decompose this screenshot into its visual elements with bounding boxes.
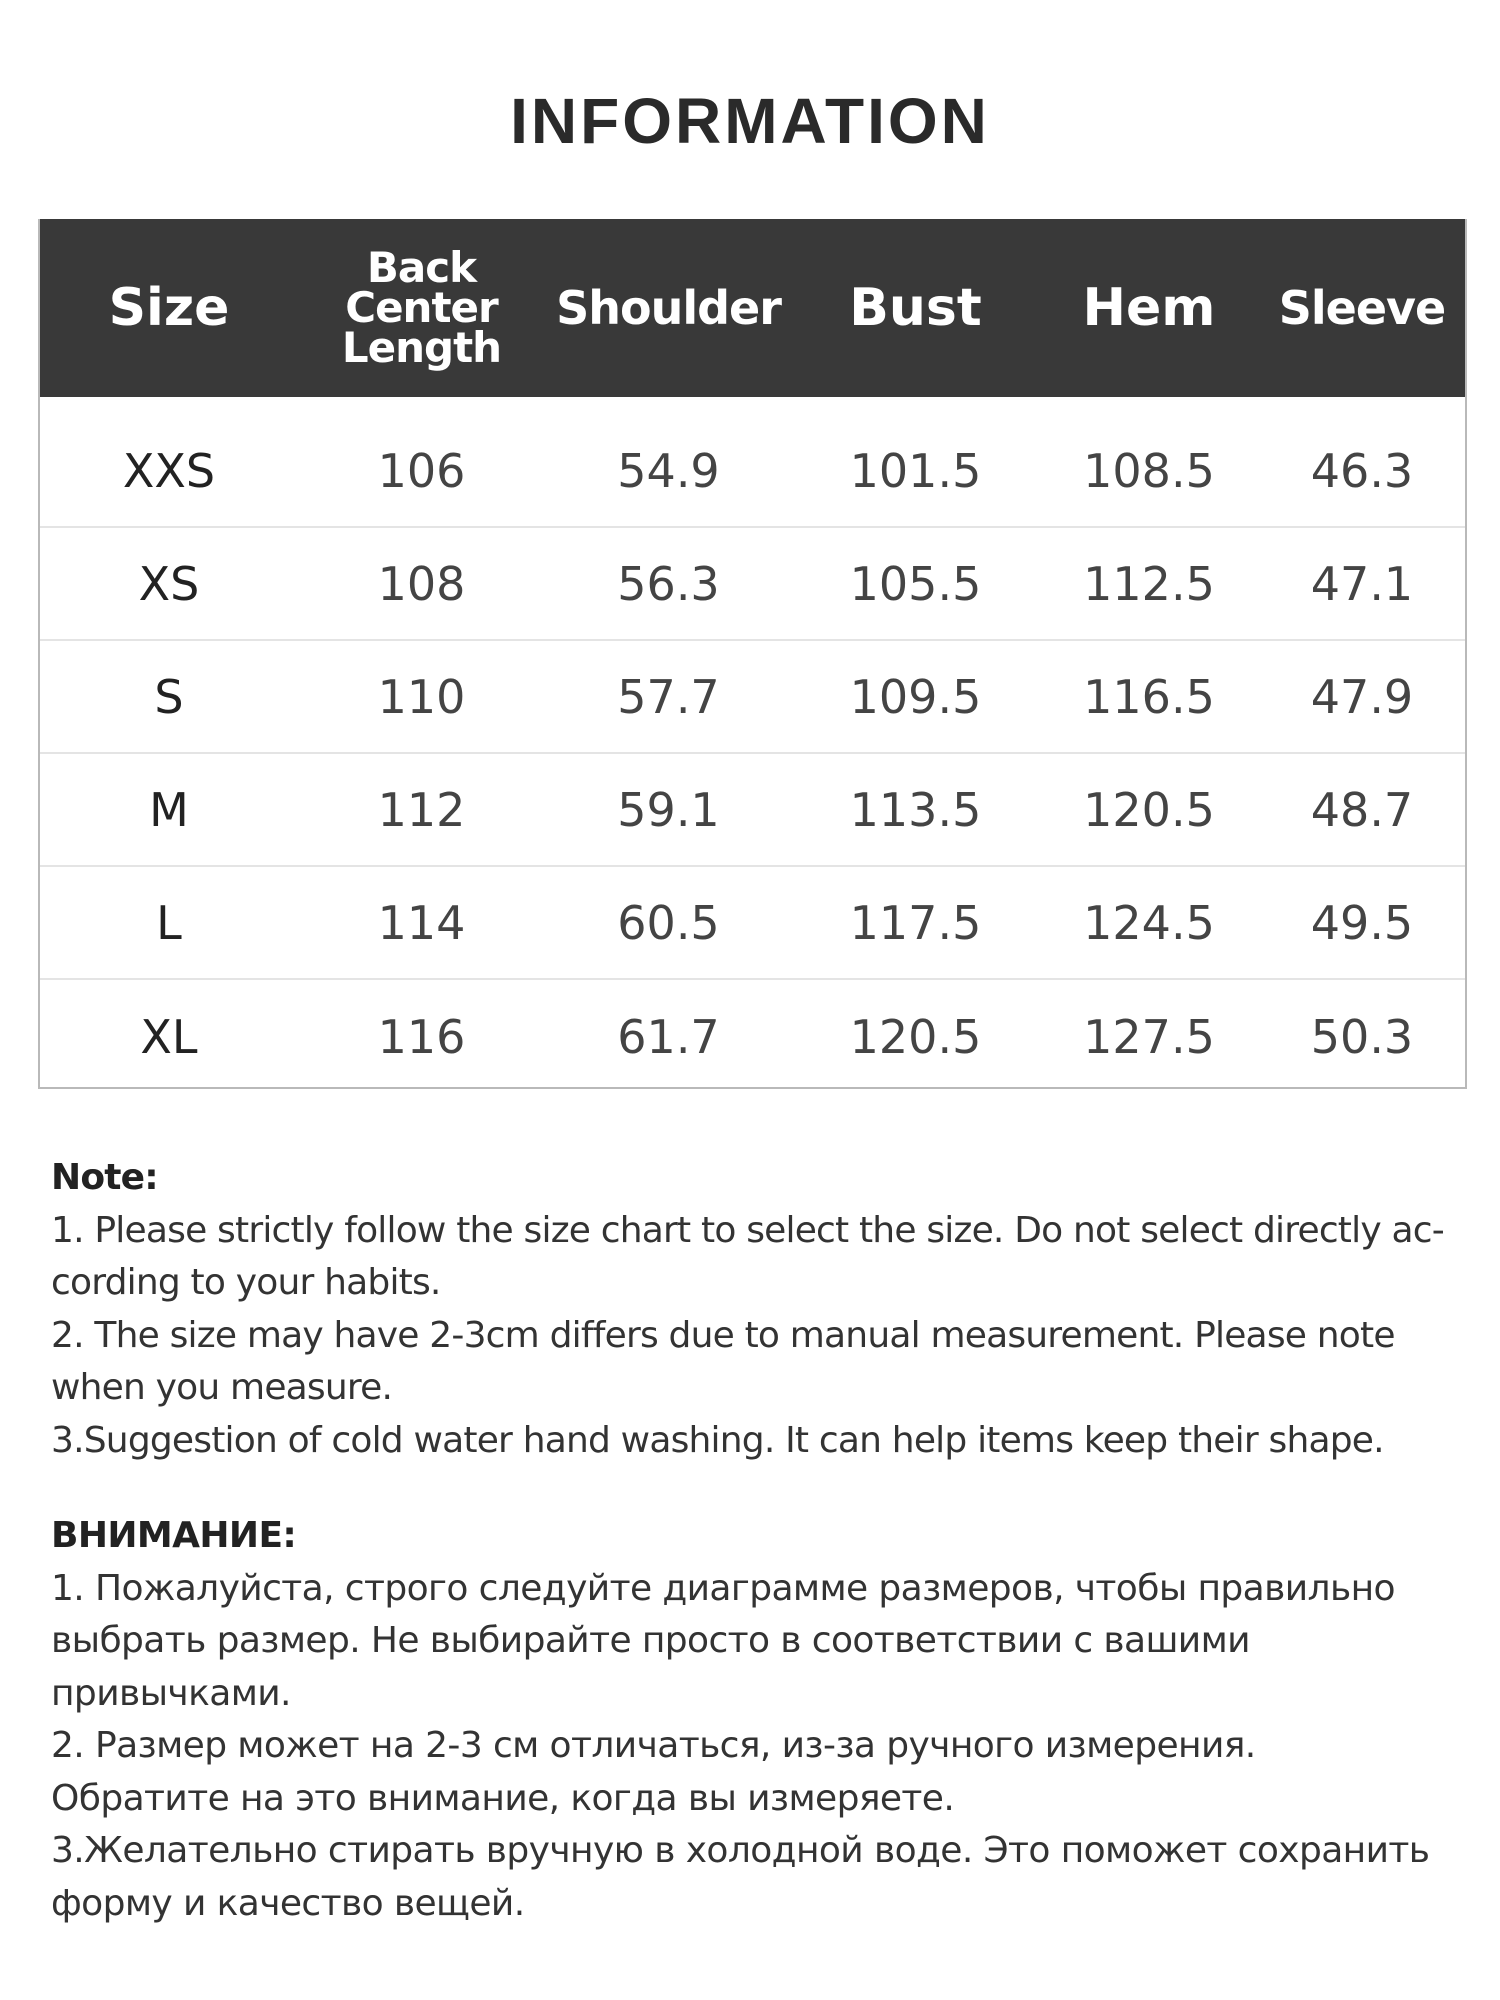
note-line: 3.Желательно стирать вручную в холодной воде. Это поможет сохранить bbox=[51, 1830, 1430, 1871]
note-line: 2. The size may have 2-3cm differs due to manual measurement. Please note bbox=[51, 1314, 1395, 1356]
cell-shoulder: 56.3 bbox=[617, 556, 720, 611]
header-back-center-label-line2: Length bbox=[341, 323, 502, 372]
cell-size: M bbox=[149, 782, 189, 837]
table-row bbox=[40, 641, 1465, 754]
cell-sleeve: 46.3 bbox=[1310, 443, 1414, 498]
cell-bust: 109.5 bbox=[849, 669, 982, 724]
cell-back-center-length: 110 bbox=[377, 669, 466, 724]
cell-shoulder: 57.7 bbox=[617, 669, 720, 724]
header-back-center-length bbox=[298, 243, 545, 372]
cell-hem: 116.5 bbox=[1083, 669, 1215, 724]
note-line: привычками. bbox=[51, 1672, 291, 1714]
notes-russian-heading: ВНИМАНИЕ: bbox=[51, 1515, 297, 1556]
note-line: 3.Suggestion of cold water hand washing. It can help items keep their shape. bbox=[51, 1419, 1384, 1461]
header-size-label: Size bbox=[108, 278, 230, 338]
notes-russian bbox=[51, 1510, 1471, 1930]
cell-back-center-length: 116 bbox=[377, 1009, 466, 1064]
cell-bust: 120.5 bbox=[849, 1009, 982, 1064]
header-hem-label: Hem bbox=[1082, 278, 1216, 338]
note-line: 1. Please strictly follow the size chart to select the size. Do not select directly ac- bbox=[51, 1209, 1444, 1251]
table-row bbox=[40, 415, 1465, 528]
cell-sleeve: 47.1 bbox=[1310, 556, 1414, 611]
cell-hem: 112.5 bbox=[1083, 556, 1215, 611]
note-line: 2. Размер может на 2-3 см отличаться, из-за ручного измерения. bbox=[51, 1725, 1256, 1766]
table-row bbox=[40, 980, 1465, 1093]
cell-back-center-length: 114 bbox=[377, 895, 466, 950]
table-row bbox=[40, 754, 1465, 867]
header-sleeve-label: Sleeve bbox=[1278, 281, 1446, 335]
cell-shoulder: 59.1 bbox=[617, 782, 720, 837]
cell-hem: 127.5 bbox=[1083, 1009, 1215, 1064]
header-hem bbox=[1039, 278, 1259, 338]
size-chart-table bbox=[38, 219, 1467, 1089]
header-back-center-label-line1: Back Center bbox=[345, 243, 498, 332]
cell-size: XL bbox=[140, 1009, 198, 1064]
cell-hem: 120.5 bbox=[1083, 782, 1215, 837]
table-row bbox=[40, 867, 1465, 980]
note-line: выбрать размер. Не выбирайте просто в соответствии с вашими bbox=[51, 1620, 1250, 1661]
cell-size: XS bbox=[138, 556, 200, 611]
cell-bust: 101.5 bbox=[849, 443, 982, 498]
cell-sleeve: 49.5 bbox=[1310, 895, 1414, 950]
header-size bbox=[40, 278, 298, 338]
cell-size: XXS bbox=[122, 443, 216, 498]
cell-bust: 113.5 bbox=[849, 782, 982, 837]
header-bust bbox=[792, 278, 1039, 338]
cell-bust: 105.5 bbox=[849, 556, 982, 611]
note-line: when you measure. bbox=[51, 1367, 393, 1408]
header-bust-label: Bust bbox=[849, 278, 982, 338]
cell-hem: 124.5 bbox=[1083, 895, 1215, 950]
note-line: 1. Пожалуйста, строго следуйте диаграмме размеров, чтобы правильно bbox=[51, 1567, 1395, 1609]
cell-size: S bbox=[154, 669, 184, 724]
header-sleeve bbox=[1259, 278, 1465, 338]
page-title: INFORMATION bbox=[510, 85, 990, 157]
table-row bbox=[40, 528, 1465, 641]
notes-english bbox=[51, 1152, 1471, 1467]
cell-back-center-length: 106 bbox=[377, 443, 466, 498]
cell-shoulder: 60.5 bbox=[617, 895, 720, 950]
cell-shoulder: 61.7 bbox=[617, 1009, 720, 1064]
table-header-row bbox=[40, 219, 1465, 397]
note-line: cording to your habits. bbox=[51, 1262, 441, 1303]
cell-back-center-length: 112 bbox=[377, 782, 466, 837]
cell-back-center-length: 108 bbox=[377, 556, 466, 611]
cell-bust: 117.5 bbox=[849, 895, 982, 950]
table-body bbox=[40, 397, 1465, 1093]
cell-sleeve: 50.3 bbox=[1310, 1009, 1414, 1064]
notes-english-heading: Note: bbox=[51, 1157, 158, 1198]
header-shoulder bbox=[545, 278, 792, 338]
cell-sleeve: 47.9 bbox=[1310, 669, 1414, 724]
note-line: форму и качество вещей. bbox=[51, 1882, 525, 1924]
cell-size: L bbox=[156, 895, 182, 950]
header-shoulder-label: Shoulder bbox=[556, 281, 781, 335]
note-line: Обратите на это внимание, когда вы измеряете. bbox=[51, 1777, 955, 1819]
cell-sleeve: 48.7 bbox=[1310, 782, 1414, 837]
cell-shoulder: 54.9 bbox=[617, 443, 720, 498]
cell-hem: 108.5 bbox=[1083, 443, 1215, 498]
